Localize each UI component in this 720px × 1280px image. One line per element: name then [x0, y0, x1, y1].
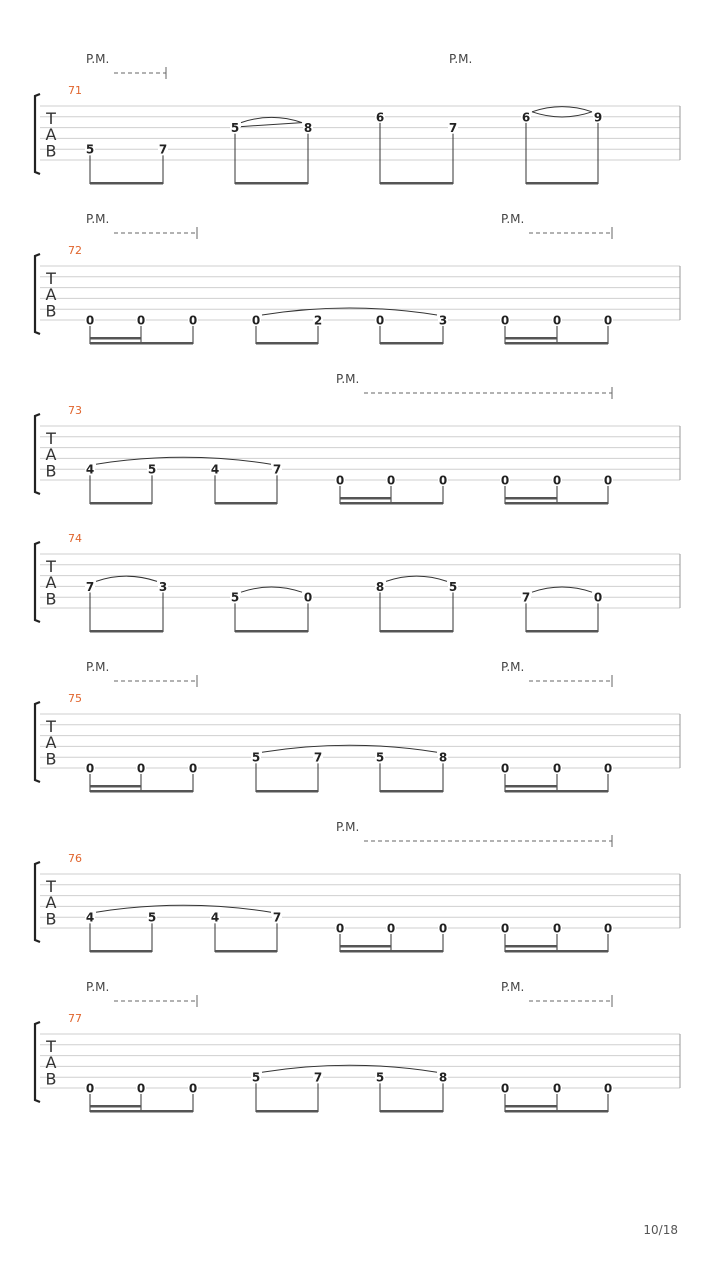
system-bracket [35, 542, 40, 622]
beam [256, 342, 318, 345]
tab-system [35, 52, 680, 185]
fret-number: 9 [593, 110, 603, 125]
fret-number: 5 [230, 590, 240, 605]
tab-clef-letter: A [45, 285, 57, 305]
fret-number: 4 [210, 910, 220, 925]
beam [340, 497, 391, 500]
fret-number: 5 [375, 1070, 385, 1085]
beam [90, 785, 141, 788]
fret-number: 0 [303, 590, 313, 605]
tie-slur [532, 107, 592, 112]
beam [90, 1105, 141, 1108]
measure-number: 75 [68, 692, 82, 705]
fret-number: 0 [552, 1081, 562, 1096]
tab-system [35, 212, 680, 345]
fret-number: 3 [438, 313, 448, 328]
slide-line [241, 123, 302, 127]
beam [90, 950, 152, 953]
tab-system [35, 820, 680, 953]
system-bracket [35, 414, 40, 494]
fret-number: 0 [500, 313, 510, 328]
tie-slur [532, 587, 592, 592]
tab-clef-letter: T [46, 108, 56, 128]
fret-number: 0 [500, 761, 510, 776]
fret-number: 0 [603, 473, 613, 488]
fret-number: 8 [438, 1070, 448, 1085]
beam [90, 630, 163, 633]
beam [235, 182, 308, 185]
beam [256, 1110, 318, 1113]
fret-number: 3 [158, 579, 168, 594]
beam [340, 945, 391, 948]
tab-clef-letter: B [45, 749, 57, 769]
tab-clef-letter: A [45, 1053, 57, 1073]
beam [256, 790, 318, 793]
fret-number: 0 [85, 313, 95, 328]
beam [90, 1110, 193, 1113]
fret-number: 5 [230, 121, 240, 136]
fret-number: 0 [552, 473, 562, 488]
measure-number: 74 [68, 532, 82, 545]
fret-number: 0 [603, 313, 613, 328]
fret-number: 8 [303, 121, 313, 136]
fret-number: 5 [147, 462, 157, 477]
system-bracket [35, 94, 40, 174]
tie-slur [96, 576, 157, 581]
tab-system [35, 980, 680, 1113]
tab-clef-letter: B [45, 589, 57, 609]
beam [380, 342, 443, 345]
beam [90, 790, 193, 793]
palm-mute-label: P.M. [501, 660, 525, 674]
system-bracket [35, 702, 40, 782]
tab-clef-letter: B [45, 1069, 57, 1089]
fret-number: 5 [448, 579, 458, 594]
measure-number: 76 [68, 852, 82, 865]
fret-number: 6 [375, 110, 385, 125]
fret-number: 7 [158, 142, 168, 157]
fret-number: 5 [251, 750, 261, 765]
fret-number: 0 [188, 761, 198, 776]
slide-curve [532, 112, 592, 117]
palm-mute-label: P.M. [86, 660, 110, 674]
beam [380, 630, 453, 633]
fret-number: 0 [386, 921, 396, 936]
tab-clef-letter: T [46, 716, 56, 736]
beam [90, 502, 152, 505]
fret-number: 0 [552, 921, 562, 936]
tab-clef-letter: T [46, 428, 56, 448]
fret-number: 7 [272, 910, 282, 925]
fret-number: 0 [136, 1081, 146, 1096]
palm-mute-label: P.M. [336, 820, 360, 834]
tab-clef-letter: T [46, 556, 56, 576]
system-bracket [35, 862, 40, 942]
palm-mute-label: P.M. [501, 980, 525, 994]
fret-number: 0 [188, 1081, 198, 1096]
beam [505, 1110, 608, 1113]
fret-number: 0 [500, 1081, 510, 1096]
tie-slur [241, 117, 302, 122]
tab-clef-letter: B [45, 301, 57, 321]
beam [505, 950, 608, 953]
tie-slur [241, 587, 302, 592]
beam [90, 337, 141, 340]
tab-system [35, 372, 680, 505]
beam [380, 790, 443, 793]
fret-number: 0 [593, 590, 603, 605]
fret-number: 5 [147, 910, 157, 925]
fret-number: 7 [448, 121, 458, 136]
fret-number: 8 [375, 579, 385, 594]
measure-number: 73 [68, 404, 82, 417]
beam [380, 182, 453, 185]
measure-number: 71 [68, 84, 82, 97]
fret-number: 0 [335, 473, 345, 488]
fret-number: 7 [85, 579, 95, 594]
fret-number: 0 [500, 921, 510, 936]
measure-number: 72 [68, 244, 82, 257]
fret-number: 0 [85, 761, 95, 776]
tab-clef-letter: A [45, 893, 57, 913]
fret-number: 7 [313, 1070, 323, 1085]
fret-number: 0 [188, 313, 198, 328]
beam [380, 1110, 443, 1113]
beam [215, 950, 277, 953]
beam [505, 785, 557, 788]
tab-clef-letter: A [45, 445, 57, 465]
fret-number: 0 [85, 1081, 95, 1096]
fret-number: 6 [521, 110, 531, 125]
beam [526, 182, 598, 185]
tab-clef-letter: A [45, 125, 57, 145]
fret-number: 7 [313, 750, 323, 765]
fret-number: 0 [603, 921, 613, 936]
fret-number: 5 [375, 750, 385, 765]
tab-clef-letter: B [45, 141, 57, 161]
fret-number: 7 [272, 462, 282, 477]
fret-number: 4 [85, 910, 95, 925]
beam [235, 630, 308, 633]
tab-clef-letter: B [45, 909, 57, 929]
tab-system [35, 532, 680, 633]
fret-number: 0 [603, 761, 613, 776]
beam [505, 342, 608, 345]
beam [505, 337, 557, 340]
beam [215, 502, 277, 505]
fret-number: 0 [335, 921, 345, 936]
fret-number: 7 [521, 590, 531, 605]
beam [340, 950, 443, 953]
fret-number: 0 [438, 921, 448, 936]
beam [340, 502, 443, 505]
palm-mute-label: P.M. [86, 212, 110, 226]
beam [90, 342, 193, 345]
beam [505, 790, 608, 793]
palm-mute-label: P.M. [501, 212, 525, 226]
beam [526, 630, 598, 633]
fret-number: 0 [136, 761, 146, 776]
fret-number: 0 [438, 473, 448, 488]
fret-number: 0 [500, 473, 510, 488]
fret-number: 0 [251, 313, 261, 328]
tie-slur [386, 576, 447, 581]
palm-mute-label: P.M. [336, 372, 360, 386]
beam [505, 502, 608, 505]
beam [505, 497, 557, 500]
fret-number: 8 [438, 750, 448, 765]
fret-number: 0 [386, 473, 396, 488]
beam [90, 182, 163, 185]
palm-mute-label: P.M. [449, 52, 473, 66]
palm-mute-label: P.M. [86, 52, 110, 66]
system-bracket [35, 1022, 40, 1102]
measure-number: 77 [68, 1012, 82, 1025]
system-bracket [35, 254, 40, 334]
tab-clef-letter: A [45, 733, 57, 753]
page-number: 10/18 [643, 1223, 678, 1237]
tab-clef-letter: T [46, 876, 56, 896]
fret-number: 0 [136, 313, 146, 328]
fret-number: 0 [603, 1081, 613, 1096]
beam [505, 945, 557, 948]
fret-number: 4 [85, 462, 95, 477]
beam [505, 1105, 557, 1108]
palm-mute-label: P.M. [86, 980, 110, 994]
fret-number: 2 [313, 313, 323, 328]
fret-number: 0 [552, 761, 562, 776]
fret-number: 0 [375, 313, 385, 328]
fret-number: 5 [85, 142, 95, 157]
fret-number: 5 [251, 1070, 261, 1085]
fret-number: 0 [552, 313, 562, 328]
fret-number: 4 [210, 462, 220, 477]
tab-system [35, 660, 680, 793]
tab-clef-letter: T [46, 268, 56, 288]
tab-clef-letter: B [45, 461, 57, 481]
tab-clef-letter: T [46, 1036, 56, 1056]
tab-clef-letter: A [45, 573, 57, 593]
